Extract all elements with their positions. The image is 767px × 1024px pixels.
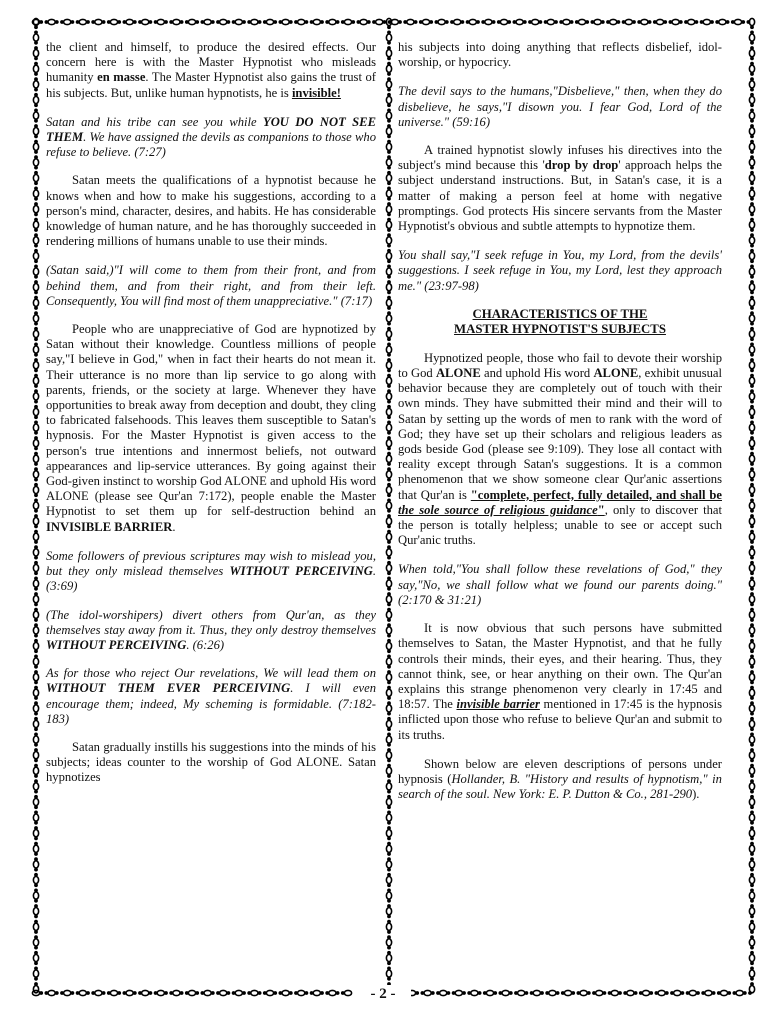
right-column — [398, 40, 722, 816]
page-number: - 2 - — [355, 985, 411, 1003]
quote-59-16: The devil says to the humans,"Disbelieve," then, when they do disbelieve, he says,"I disown you. I fear God, Lord of the universe." (59:16) — [398, 84, 722, 129]
quote-3-69: Some followers of previous scriptures may wish to mislead you, but they only mislead themselves WITHOUT PERCEIVING. (3:69) — [46, 548, 376, 594]
quote-6-26: (The idol-worshipers) divert others from Qur'an, as they themselves stay away from it. Thus, they only destroy themselves WITHOUT PERCEIVING. (6:26) — [46, 607, 376, 652]
section-heading — [398, 307, 722, 337]
paragraph-left-3: People who are unappreciative of God are hypnotized by Satan without their knowledge. Countless millions of people say,"I believe in God," when in fact their hearts do not mean it. Their utterance is no more than lip service to go along with parents, friends, or the society at large. Whenever they have opportunities to break away from deception and doubt, they cling to fabricated falsehoods. This leaves them susceptible to Satan's hypnosis. For the Master Hypnotist is given access to the person's true intentions and innermost beliefs, not outward appearances and lip-service utterances. By going against their God-given instinct to worship God ALONE and uphold His word ALONE (please see Qur'an 7:172), people enable the Master Hypnotist to set them up for self-destruction behind an INVISIBLE BARRIER. — [46, 322, 376, 534]
quote-23-97: You shall say,"I seek refuge in You, my Lord, from the devils' suggestions. I seek refuge in You, my Lord, lest they approach me." (23:97-98) — [398, 248, 722, 293]
paragraph-left-4: Satan gradually instills his suggestions into the minds of his subjects; ideas counter to the worship of God ALONE. Satan hypnotizes — [46, 739, 376, 785]
left-column — [46, 40, 376, 800]
paragraph-right-5: Shown below are eleven descriptions of persons under hypnosis (Hollander, B. "History and results of hypnotism," in search of the soul. New York: E. P. Dutton & Co., 281-290). — [398, 756, 722, 802]
heading-line-1: CHARACTERISTICS OF THE — [472, 306, 648, 321]
quote-2-170: When told,"You shall follow these revelations of God," they say,"No, we shall follow what we found our parents doing." (2:170 & 31:21) — [398, 562, 722, 607]
heading-line-2: MASTER HYPNOTIST'S SUBJECTS — [454, 321, 666, 336]
quote-7-27: Satan and his tribe can see you while YOU DO NOT SEE THEM. We have assigned the devils as companions to those who refuse to believe. (7:27) — [46, 114, 376, 160]
paragraph-left-1: the client and himself, to produce the desired effects. Our concern here is with the Master Hypnotist who misleads humanity en masse. The Master Hypnotist also gains the trust of his subjects. But, unlike human hypnotists, he is invisible! — [46, 40, 376, 100]
paragraph-right-2: A trained hypnotist slowly infuses his directives into the subject's mind because this 'drop by drop' approach helps the subject understand instructions. But, in Satan's case, it is a matter of making a person feel at home with negative promptings. God protects His sincere servants from the Master Hypnotist's obvious and subtle attempts to hypnotize them. — [398, 143, 723, 234]
paragraph-right-3: Hypnotized people, those who fail to devote their worship to God ALONE and uphold His word ALONE, exhibit unusual behavior because they are completely out of touch with their own minds. They have submitted their mind and their will to Satan by setting up the words of men to rank with the word of God; they have set up their scholars and religious leaders as gods beside God (please see 9:109). They lose all contact with reality except through Satan's suggestions. It is a common phenomenon that we show someone clear Qur'anic assertions that Qur'an is "complete, perfect, fully detailed, and shall be the sole source of religious guidance", only to discover that the person is totally helpless; unable to see or accept such Qur'anic truths. — [398, 350, 722, 548]
paragraph-right-4: It is now obvious that such persons have submitted themselves to Satan, the Master Hypnotist, and that he fully controls their minds, their eyes, and their hearing. Thus, they cannot think, see, or hear anything on their own. The Qur'an explains this strange phenomenon very clearly in 17:45 and 18:57. The invisible barrier mentioned in 17:45 is the hypnosis inflicted upon those who refuse to believe Qur'an and submit to its truths. — [398, 621, 723, 742]
paragraph-left-2: Satan meets the qualifications of a hypnotist because he knows when and how to make his suggestions, according to a person's mind, character, desires, and habits. He has considerable knowledge of human nature, and he has thoroughly succeeded in rendering millions of humans unable to use their minds. — [46, 173, 376, 249]
quote-7-182: As for those who reject Our revelations, We will lead them on WITHOUT THEM EVER PERCEIVING. I will even encourage them; indeed, My scheming is formidable. (7:182-183) — [46, 666, 376, 726]
paragraph-right-1: his subjects into doing anything that reflects disbelief, idol-worship, or hypocricy. — [398, 40, 722, 70]
quote-7-17: (Satan said,)"I will come to them from their front, and from behind them, and from their right, and from their left. Consequently, You will find most of them unappreciative." (7:17) — [46, 263, 376, 308]
